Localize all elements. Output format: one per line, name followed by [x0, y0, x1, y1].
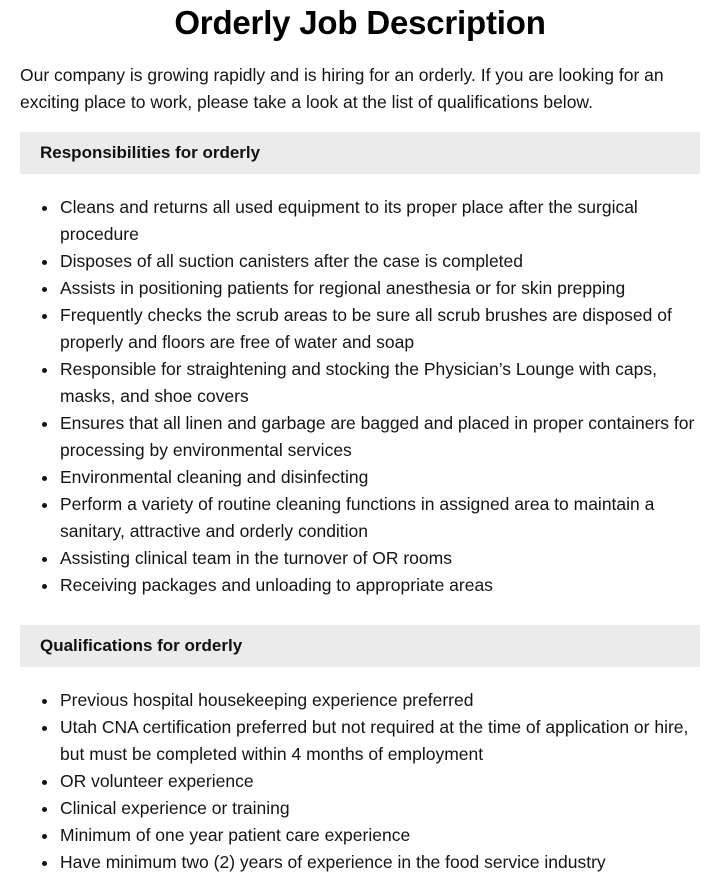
list-item: Perform a variety of routine cleaning functions in assigned area to maintain a sanitary, attractive and orderly condition	[60, 491, 700, 545]
page-title: Orderly Job Description	[174, 4, 546, 41]
list-item: Have minimum two (2) years of experience in the food service industry	[60, 849, 700, 876]
responsibilities-list	[20, 194, 700, 599]
list-item: Responsible for straightening and stocking the Physician’s Lounge with caps, masks, and shoe covers	[60, 356, 700, 410]
list-item: Clinical experience or training	[60, 795, 700, 822]
list-item: Assists in positioning patients for regional anesthesia or for skin prepping	[60, 275, 700, 302]
qualifications-heading: Qualifications for orderly	[20, 625, 700, 667]
qualifications-list	[20, 687, 700, 876]
list-item: Previous hospital housekeeping experience preferred	[60, 687, 700, 714]
list-item: Utah CNA certification preferred but not required at the time of application or hire, but must be completed within 4 months of employment	[60, 714, 700, 768]
list-item: Minimum of one year patient care experience	[60, 822, 700, 849]
list-item: OR volunteer experience	[60, 768, 700, 795]
list-item: Ensures that all linen and garbage are bagged and placed in proper containers for processing by environmental services	[60, 410, 700, 464]
list-item: Receiving packages and unloading to appropriate areas	[60, 572, 700, 599]
list-item: Environmental cleaning and disinfecting	[60, 464, 700, 491]
responsibilities-heading: Responsibilities for orderly	[20, 132, 700, 174]
list-item: Cleans and returns all used equipment to its proper place after the surgical procedure	[60, 194, 700, 248]
list-item: Disposes of all suction canisters after the case is completed	[60, 248, 700, 275]
list-item: Frequently checks the scrub areas to be sure all scrub brushes are disposed of properly and floors are free of water and soap	[60, 302, 700, 356]
list-item: Assisting clinical team in the turnover of OR rooms	[60, 545, 700, 572]
intro-paragraph: Our company is growing rapidly and is hiring for an orderly. If you are looking for an exciting place to work, please take a look at the list of qualifications below.	[20, 65, 664, 112]
